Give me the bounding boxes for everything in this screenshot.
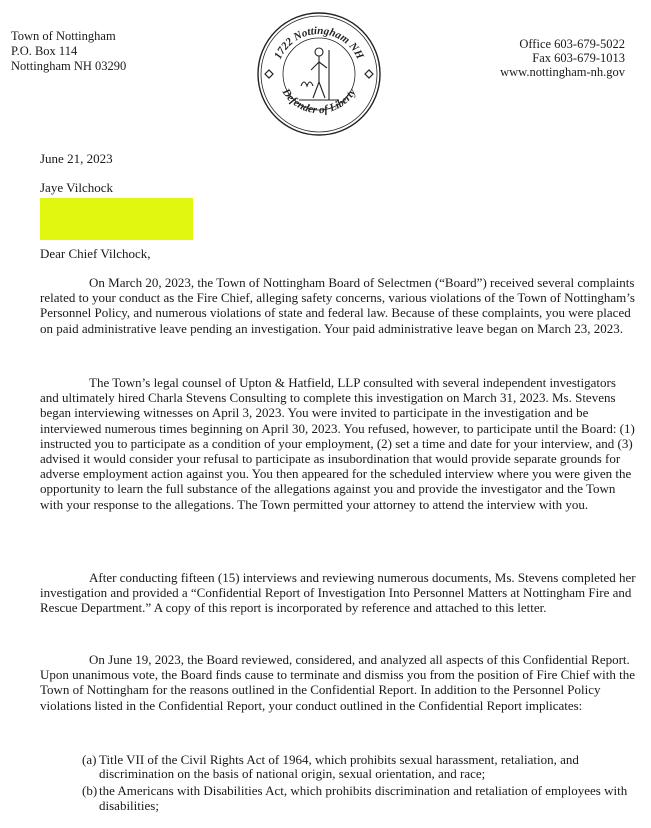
paragraph-text: On June 19, 2023, the Board reviewed, considered, and analyzed all aspects of this Confidential Report. Upon unanimous vote, the Board finds cause to terminate and dismiss you from the position of Fire Chief with the Town of Nottingham for the reasons outlined in the Confidential Report. In addition to the Personnel Policy violations listed in the Confidential Report, your conduct outlined in the Confidential Report implicates: [40, 652, 636, 713]
website-link[interactable]: www.nottingham-nh.gov [500, 65, 625, 79]
list-item [82, 753, 642, 781]
body-paragraph [40, 570, 636, 616]
svg-text:1722 Nottingham NH: 1722 Nottingham NH [272, 24, 366, 62]
paragraph-text: On March 20, 2023, the Town of Nottingham Board of Selectmen (“Board”) received several complaints related to your conduct as the Fire Chief, alleging safety concerns, various violations of the Town of Nottingham’s Personnel Policy, and numerous violations of state and federal law. Because of these complaints, you were placed on paid administrative leave pending an investigation. Your paid administrative leave began on March 23, 2023. [40, 275, 635, 336]
town-seal [255, 10, 383, 138]
svg-text:Defender of Liberty: Defender of Liberty [279, 86, 359, 117]
address-line: Nottingham NH 03290 [11, 59, 127, 73]
salutation: Dear Chief Vilchock, [40, 246, 151, 261]
letter-date: June 21, 2023 [40, 151, 113, 166]
office-phone: Office 603-679-5022 [519, 37, 625, 51]
seal-emblem-icon [255, 10, 383, 138]
body-paragraph [40, 652, 636, 713]
recipient-name: Jaye Vilchock [40, 180, 113, 195]
body-paragraph [40, 275, 636, 336]
fax-number: Fax 603-679-1013 [532, 51, 625, 65]
violations-list [82, 753, 642, 816]
body-paragraph [40, 375, 636, 512]
list-item-text: Title VII of the Civil Rights Act of 1964, which prohibits sexual harassment, retaliation, and discrimination on the basis of national origin, sexual orientation, and race; [99, 752, 579, 782]
contact-info [500, 37, 625, 79]
list-marker: (a) [82, 752, 97, 767]
list-marker: (b) [82, 783, 98, 799]
paragraph-text: After conducting fifteen (15) interviews and reviewing numerous documents, Ms. Stevens completed her investigation and provided a “Confidential Report of Investigation Into Personnel Matters at Nottingham Fire and Rescue Department.” A copy of this report is incorporated by reference and attached to this letter. [40, 570, 636, 616]
town-address [11, 29, 126, 74]
address-line: P.O. Box 114 [11, 44, 78, 58]
list-item-text: the Americans with Disabilities Act, which prohibits discrimination and retaliation of employees with disabilities; [99, 783, 628, 813]
list-item [82, 784, 642, 812]
redacted-address [40, 198, 193, 240]
paragraph-text: The Town’s legal counsel of Upton & Hatfield, LLP consulted with several independent investigators and ultimately hired Charla Stevens Consulting to complete this investigation on March 31, 2023. Ms. Stevens began interviewing witnesses on April 3, 2023. You were invited to participate in the investigation and be interviewed numerous times beginning on April 30, 2023. You refused, however, to participate until the Board: (1) instructed you to participate as a condition of your employment, (2) set a time and date for your interview, and (3) advised it would consider your refusal to participate as insubordination that would provide separate grounds for adverse employment action against you. You then appeared for the scheduled interview where you were given the opportunity to learn the full substance of the allegations against you and provide the investigator and the Town with your response to the allegations. The Town permitted your attorney to attend the interview with you. [40, 375, 635, 512]
address-line: Town of Nottingham [11, 29, 116, 43]
